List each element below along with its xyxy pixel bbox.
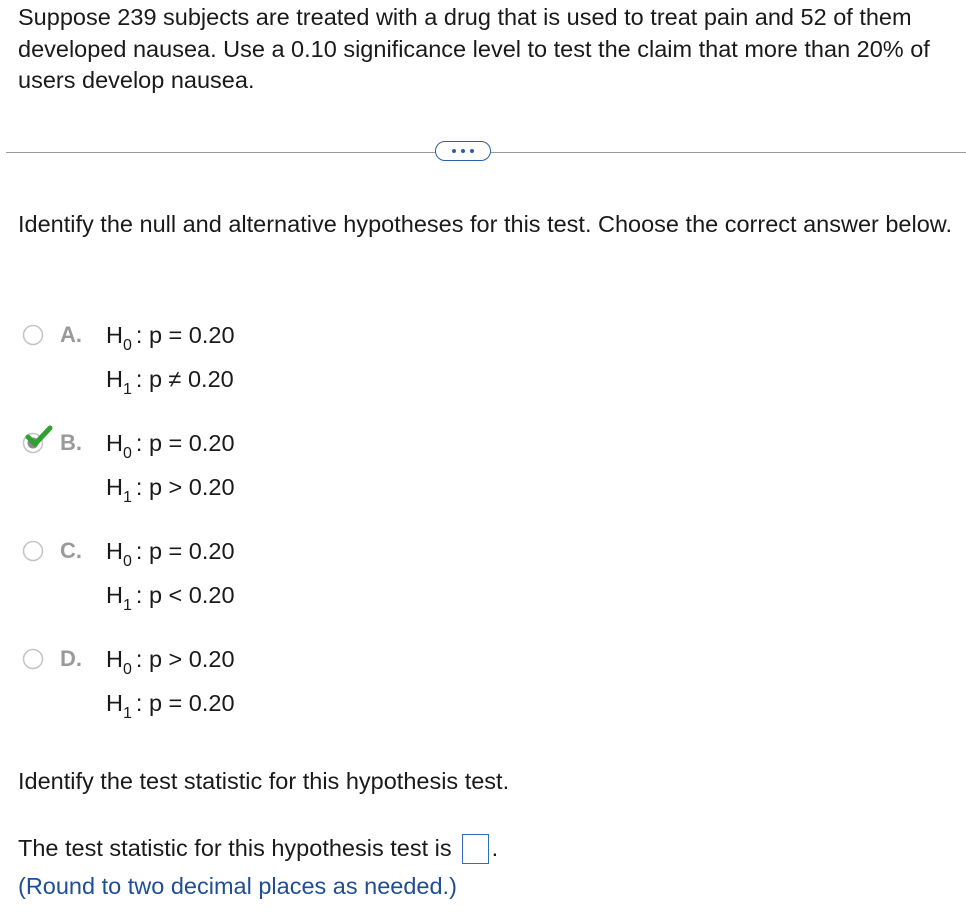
- option-b[interactable]: [22, 430, 322, 510]
- option-letter: C.: [60, 538, 82, 563]
- null-hypothesis: $H_0$ : p > 0.20: [106, 646, 235, 678]
- test-statistic-prompt: Identify the test statistic for this hypothesis test.: [18, 768, 510, 794]
- alternative-hypothesis: $H_1$ : p = 0.20: [106, 690, 235, 722]
- problem-statement: Suppose 239 subjects are treated with a drug that is used to treat pain and 52 of them developed nausea. Use a 0.10 significance level to test the claim that more than 20% of users develop nausea.: [18, 4, 930, 93]
- option-c[interactable]: [22, 538, 322, 618]
- alternative-hypothesis: $H_1$ : p > 0.20: [106, 474, 235, 506]
- checkmark-icon: [26, 426, 52, 448]
- answer-prefix: The test statistic for this hypothesis test is: [18, 835, 452, 861]
- null-hypothesis-expr: p > 0.20: [148, 646, 235, 672]
- option-letter: B.: [60, 430, 82, 455]
- null-hypothesis-expr: p = 0.20: [148, 538, 235, 564]
- alternative-hypothesis-expr: p = 0.20: [148, 690, 235, 716]
- answer-line: [18, 833, 498, 865]
- rounding-hint: (Round to two decimal places as needed.): [18, 873, 457, 899]
- test-statistic-input[interactable]: [462, 834, 489, 864]
- null-hypothesis-expr: p = 0.20: [148, 322, 235, 348]
- null-hypothesis: $H_0$ : p = 0.20: [106, 430, 235, 462]
- option-letter: D.: [60, 646, 82, 671]
- alternative-hypothesis-expr: p > 0.20: [148, 474, 235, 500]
- option-letter: A.: [60, 322, 82, 347]
- alternative-hypothesis: $H_1$ : p ≠ 0.20: [106, 366, 234, 398]
- option-d[interactable]: [22, 646, 322, 726]
- question-prompt: Identify the null and alternative hypotheses for this test. Choose the correct answer below.: [18, 211, 952, 237]
- radio-icon[interactable]: [22, 324, 44, 346]
- answer-suffix: .: [491, 835, 499, 861]
- ellipsis-icon: [448, 148, 478, 154]
- option-a[interactable]: [22, 322, 322, 402]
- radio-icon[interactable]: [22, 648, 44, 670]
- alternative-hypothesis-expr: p < 0.20: [148, 582, 235, 608]
- null-hypothesis: $H_0$ : p = 0.20: [106, 538, 235, 570]
- alternative-hypothesis-expr: p ≠ 0.20: [148, 366, 234, 392]
- radio-icon[interactable]: [22, 540, 44, 562]
- null-hypothesis-expr: p = 0.20: [148, 430, 235, 456]
- alternative-hypothesis: $H_1$ : p < 0.20: [106, 582, 235, 614]
- show-more-button[interactable]: [435, 141, 491, 161]
- null-hypothesis: $H_0$ : p = 0.20: [106, 322, 235, 354]
